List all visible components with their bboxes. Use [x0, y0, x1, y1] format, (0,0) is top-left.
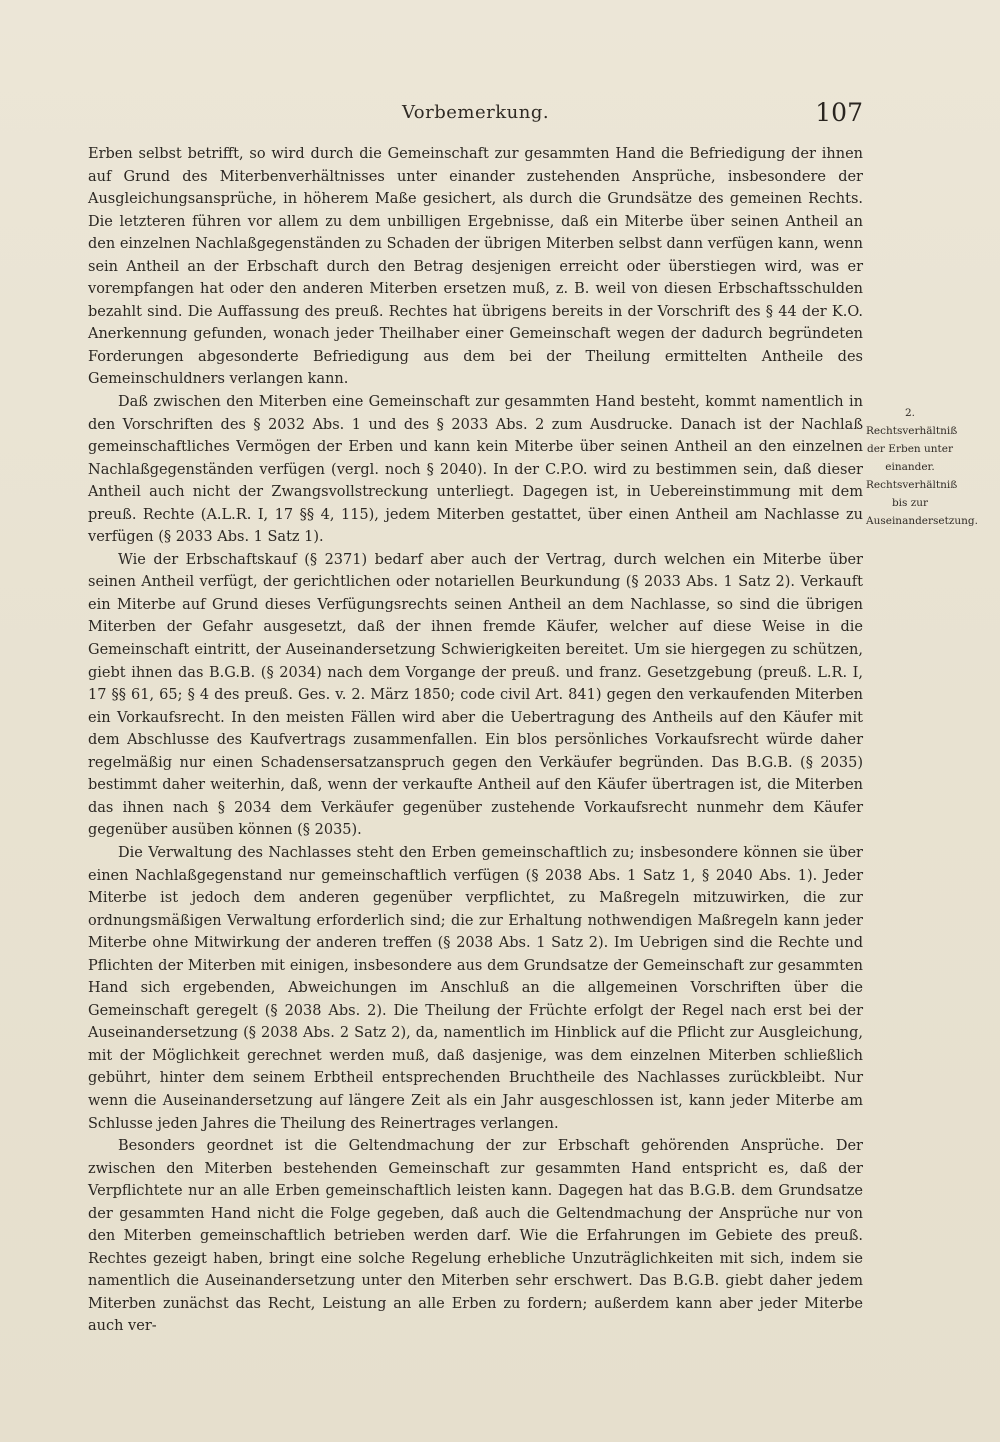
- paragraph-2: Daß zwischen den Miterben eine Gemeinschaft zur gesammten Hand besteht, kommt namentlich in den Vorschriften des § 2032 Abs. 1 und des § 2033 Abs. 2 zum Ausdrucke. Danach ist der Nachlaß gemeinschaftliches Vermögen der Erben und kann kein Miterbe über seinen Antheil an den einzelnen Nachlaßgegenständen verfügen (vergl. noch § 2040). In der C.P.O. wird zu bestimmen sein, daß dieser Antheil auch nicht der Zwangsvollstreckung unterliegt. Dagegen ist, in Uebereinstimmung mit dem preuß. Rechte (A.L.R. I, 17 §§ 4, 115), jedem Miterben gestattet, über einen Antheil am Nachlasse zu verfügen (§ 2033 Abs. 1 Satz 1).: [88, 394, 863, 546]
- margin-note: 2. Rechtsverhältniß der Erben unter einander. Rechtsverhältniß bis zur Auseinandersetzung.: [866, 407, 978, 527]
- page-number: 107: [815, 98, 863, 127]
- page-header: [88, 100, 863, 130]
- paragraph-1: Erben selbst betrifft, so wird durch die Gemeinschaft zur gesammten Hand die Befriedigung der ihnen auf Grund des Miterbenverhältnisses unter einander zustehenden Ansprüche, insbesondere der Ausgleichungsansprüche, in höherem Maße gesichert, als durch die Grundsätze des gemeinen Rechts. Die letzteren führen vor allem zu dem unbilligen Ergebnisse, daß ein Miterbe über seinen Antheil an den einzelnen Nachlaßgegenständen zu Schaden der übrigen Miterben selbst dann verfügen kann, wenn sein Antheil an der Erbschaft durch den Betrag desjenigen erreicht oder überstiegen wird, was er vorempfangen hat oder den anderen Miterben ersetzen muß, z. B. weil von diesen Erbschaftsschulden bezahlt sind. Die Auffassung des preuß. Rechtes hat übrigens bereits in der Vorschrift des § 44 der K.O. Anerkennung gefunden, wonach jeder Theilhaber einer Gemeinschaft wegen der dadurch begründeten Forderungen abgesonderte Befriedigung aus dem bei der Theilung ermittelten Antheile des Gemeinschuldners verlangen kann.: [88, 146, 863, 388]
- paragraph-4: Die Verwaltung des Nachlasses steht den Erben gemeinschaftlich zu; insbesondere können sie über einen Nachlaßgegenstand nur gemeinschaftlich verfügen (§ 2038 Abs. 1 Satz 1, § 2040 Abs. 1). Jeder Miterbe ist jedoch dem anderen gegenüber verpflichtet, zu Maßregeln mitzuwirken, die zur ordnungsmäßigen Verwaltung erforderlich sind; die zur Erhaltung nothwendigen Maßregeln kann jeder Miterbe ohne Mitwirkung der anderen treffen (§ 2038 Abs. 1 Satz 2). Im Uebrigen sind die Rechte und Pflichten der Miterben mit einigen, insbesondere aus dem Grundsatze der Gemeinschaft zur gesammten Hand sich ergebenden, Abweichungen im Anschluß an die allgemeinen Vorschriften über die Gemeinschaft geregelt (§ 2038 Abs. 2). Die Theilung der Früchte erfolgt der Regel nach erst bei der Auseinandersetzung (§ 2038 Abs. 2 Satz 2), da, namentlich im Hinblick auf die Pflicht zur Ausgleichung, mit der Möglichkeit gerechnet werden muß, daß dasjenige, was dem einzelnen Miterben schließlich gebührt, hinter dem seinem Erbtheil entsprechenden Bruchtheile des Nachlasses zurückbleibt. Nur wenn die Auseinandersetzung auf längere Zeit als ein Jahr ausgeschlossen ist, kann jeder Miterbe am Schlusse jeden Jahres die Theilung des Reinertrages verlangen.: [88, 844, 863, 1132]
- running-head: Vorbemerkung.: [401, 102, 550, 123]
- main-text: [88, 143, 863, 1338]
- paragraph-5: Besonders geordnet ist die Geltendmachung der zur Erbschaft gehörenden Ansprüche. Der zwischen den Miterben bestehenden Gemeinschaft zur gesammten Hand entspricht es, daß der Verpflichtete nur an alle Erben gemeinschaftlich leisten kann. Dagegen hat das B.G.B. dem Grundsatze der gesammten Hand nicht die Folge gegeben, daß auch die Geltendmachung der Ansprüche nur von den Miterben gemeinschaftlich betrieben werden darf. Wie die Erfahrungen im Gebiete des preuß. Rechtes gezeigt haben, bringt eine solche Regelung erhebliche Unzuträglichkeiten mit sich, indem sie namentlich die Auseinandersetzung unter den Miterben sehr erschwert. Das B.G.B. giebt daher jedem Miterben zunächst das Recht, Leistung an alle Erben zu fordern; außerdem kann aber jeder Miterbe auch ver-: [88, 1138, 863, 1335]
- paragraph-3: Wie der Erbschaftskauf (§ 2371) bedarf aber auch der Vertrag, durch welchen ein Miterbe über seinen Antheil verfügt, der gerichtlichen oder notariellen Beurkundung (§ 2033 Abs. 1 Satz 2). Verkauft ein Miterbe auf Grund dieses Verfügungsrechts seinen Antheil an dem Nachlasse, so sind die übrigen Miterben der Gefahr ausgesetzt, daß der ihnen fremde Käufer, welcher auf diese Weise in die Gemeinschaft eintritt, der Auseinandersetzung Schwierigkeiten bereitet. Um sie hiergegen zu schützen, giebt ihnen das B.G.B. (§ 2034) nach dem Vorgange der preuß. und franz. Gesetzgebung (preuß. L.R. I, 17 §§ 61, 65; § 4 des preuß. Ges. v. 2. März 1850; code civil Art. 841) gegen den verkaufenden Miterben ein Vorkaufsrecht. In den meisten Fällen wird aber die Uebertragung des Antheils auf den Käufer mit dem Abschlusse des Kaufvertrags zusammenfallen. Ein blos persönliches Vorkaufsrecht würde daher regelmäßig nur einen Schadensersatzanspruch gegen den Verkäufer begründen. Das B.G.B. (§ 2035) bestimmt daher weiterhin, daß, wenn der verkaufte Antheil auf den Käufer übertragen ist, die Miterben das ihnen nach § 2034 dem Verkäufer gegenüber zustehende Vorkaufsrecht nunmehr dem Käufer gegenüber ausüben können (§ 2035).: [88, 551, 863, 839]
